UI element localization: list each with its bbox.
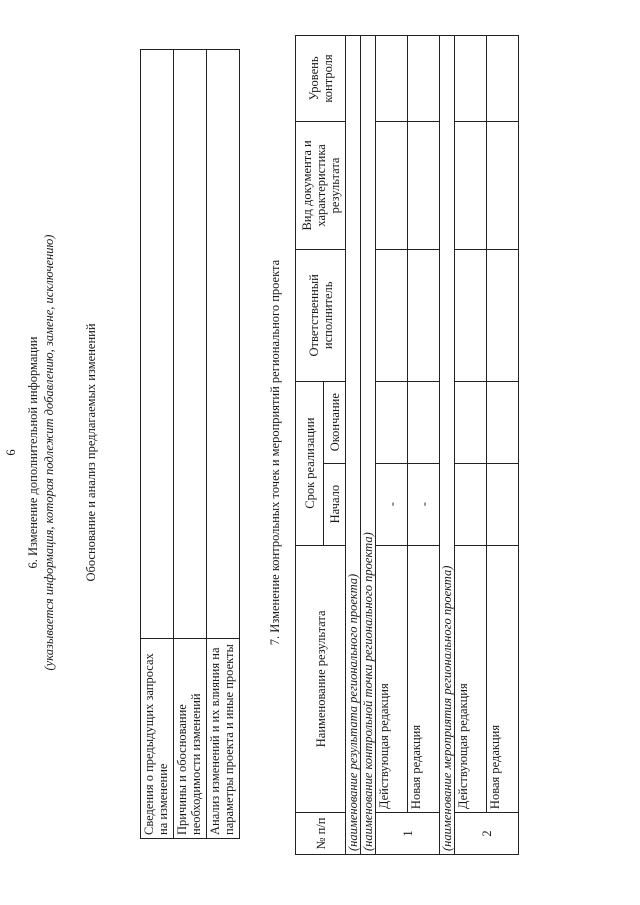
table-row <box>174 50 207 839</box>
responsible-cell[interactable] <box>455 249 487 381</box>
row-label: Действующая редакция <box>376 545 408 812</box>
col-doc-type: Вид документа и характеристика результата <box>296 121 346 249</box>
row-value[interactable] <box>174 50 207 639</box>
header-row <box>296 36 324 855</box>
row-number: 2 <box>455 813 519 855</box>
checkpoints-table <box>295 35 519 855</box>
row-value[interactable] <box>207 50 240 639</box>
row-label: Причины и обоснование необходимости изменений <box>174 639 207 839</box>
page-number: 6 <box>4 449 18 456</box>
col-start: Начало <box>324 463 346 545</box>
checkpoint-name-row: (наименование контрольной точки регионального проекта) <box>361 36 376 855</box>
start-cell[interactable] <box>455 463 487 545</box>
row-label: Анализ изменений и их влияния на параметры проекта и иные проекты <box>207 639 240 839</box>
responsible-cell[interactable] <box>408 249 440 381</box>
row-label: Новая редакция <box>487 545 519 812</box>
table-row <box>408 36 440 855</box>
row-label: Новая редакция <box>408 545 440 812</box>
col-responsible: Ответственный исполнитель <box>296 249 346 381</box>
start-cell[interactable]: - <box>376 463 408 545</box>
level-cell[interactable] <box>455 36 487 122</box>
doc-cell[interactable] <box>487 121 519 249</box>
end-cell[interactable] <box>487 381 519 463</box>
row-label: Действующая редакция <box>455 545 487 812</box>
row-number: 1 <box>376 813 440 855</box>
section-row <box>346 36 361 855</box>
changes-analysis-table <box>140 49 240 839</box>
row-value[interactable] <box>141 50 174 639</box>
start-cell[interactable] <box>487 463 519 545</box>
table-row <box>207 50 240 839</box>
analysis-heading: Обоснование и анализ предлагаемых изменений <box>84 323 98 582</box>
section6-subtitle: (указывается информация, которая подлежит добавлению, замене, исключению) <box>42 234 56 671</box>
table-row <box>487 36 519 855</box>
section-row <box>440 36 455 855</box>
col-end: Окончание <box>324 381 346 463</box>
section-row <box>361 36 376 855</box>
col-period: Срок реализации <box>296 381 324 545</box>
responsible-cell[interactable] <box>376 249 408 381</box>
start-cell[interactable]: - <box>408 463 440 545</box>
row-label: Сведения о предыдущих запросах на изменение <box>141 639 174 839</box>
doc-cell[interactable] <box>376 121 408 249</box>
end-cell[interactable] <box>408 381 440 463</box>
table-row <box>376 36 408 855</box>
table-row <box>141 50 174 839</box>
col-num: № п/п <box>296 813 346 855</box>
table-row <box>455 36 487 855</box>
end-cell[interactable] <box>455 381 487 463</box>
level-cell[interactable] <box>487 36 519 122</box>
level-cell[interactable] <box>376 36 408 122</box>
doc-cell[interactable] <box>408 121 440 249</box>
section6-title: 6. Изменение дополнительной информации <box>26 336 40 569</box>
result-name-row: (наименование результата регионального проекта) <box>346 36 361 855</box>
level-cell[interactable] <box>408 36 440 122</box>
end-cell[interactable] <box>376 381 408 463</box>
responsible-cell[interactable] <box>487 249 519 381</box>
section7-title: 7. Изменение контрольных точек и мероприятий регионального проекта <box>268 259 282 646</box>
col-control-level: Уровень контроля <box>296 36 346 122</box>
event-name-row: (наименование мероприятия регионального проекта) <box>440 36 455 855</box>
doc-cell[interactable] <box>455 121 487 249</box>
col-name: Наименование результата <box>296 545 346 812</box>
